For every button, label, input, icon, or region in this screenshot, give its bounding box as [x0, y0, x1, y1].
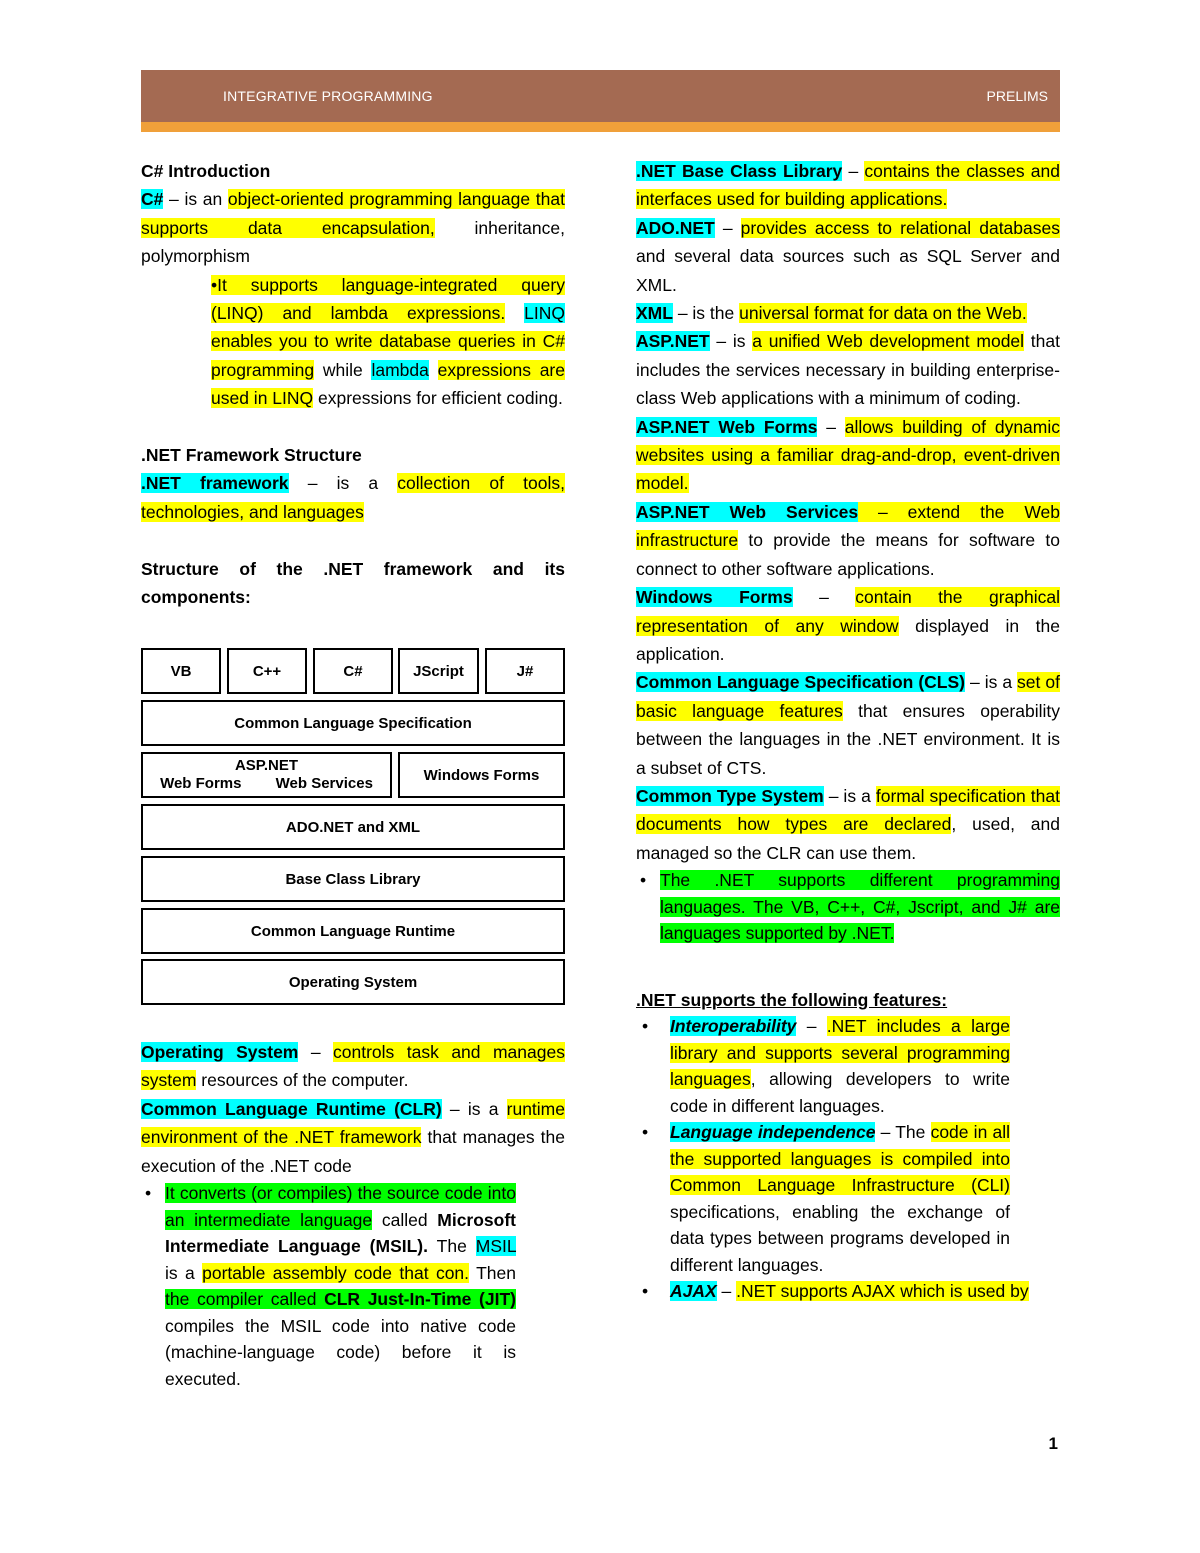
- diagram-ado-xml: ADO.NET and XML: [141, 804, 565, 850]
- net-framework-heading: .NET Framework Structure: [141, 445, 362, 466]
- net-framework-definition: .NET framework – is a collection of tools, technologies, and languages: [141, 473, 565, 522]
- feature-ajax: • AJAX – .NET supports AJAX which is used by: [636, 1278, 1060, 1305]
- diagram-lang-cpp: C++: [227, 648, 307, 694]
- structure-heading: Structure of the .NET framework and its components:: [141, 558, 565, 608]
- header-term-label: PRELIMS: [986, 88, 1048, 104]
- diagram-operating-system: Operating System: [141, 959, 565, 1005]
- left-column-top: [141, 157, 565, 611]
- net-languages-list: [636, 867, 1060, 947]
- net-languages-bullet: • The .NET supports different programming languages. The VB, C++, C#, Jscript, and J# are languages supported by .NET.: [636, 867, 1060, 947]
- diagram-cls: Common Language Specification: [141, 700, 565, 746]
- header-accent-stripe: [141, 122, 1060, 132]
- webservices-definition: ASP.NET Web Services – extend the Web infrastructure to provide the means for software to connect to other software applications.: [636, 501, 1060, 579]
- page-number: 1: [1048, 1434, 1058, 1453]
- aspnet-definition: ASP.NET – is a unified Web development model that includes the services necessary in building enterprise-class Web applications with a minimum of coding.: [636, 331, 1060, 409]
- clr-bullet: • It converts (or compiles) the source code into an intermediate language called Microsoft Intermediate Language (MSIL). The MSIL is a portable assembly code that con. Then the compiler called CLR Just-In-Time (JIT) compiles the MSIL code into native code (machine-language code) before it is executed.: [141, 1180, 516, 1392]
- diagram-base-class-library: Base Class Library: [141, 856, 565, 902]
- feature-interoperability: • Interoperability – .NET includes a large library and supports several programming languages, allowing developers to write code in different languages.: [636, 1013, 1010, 1119]
- diagram-aspnet-webservices: Web Services: [275, 775, 373, 792]
- features-list-continued: [636, 1278, 1060, 1305]
- intro-heading: C# Introduction: [141, 161, 271, 181]
- diagram-aspnet: [141, 752, 392, 798]
- left-column-bottom: [141, 1038, 565, 1392]
- diagram-clr: Common Language Runtime: [141, 908, 565, 954]
- feature-language-independence: • Language independence – The code in all the supported languages is compiled into Common Language Infrastructure (CLI) specifications, enabling the exchange of data types between programs developed in different languages.: [636, 1119, 1010, 1278]
- right-column: [636, 157, 1060, 1305]
- xml-definition: XML – is the universal format for data on the Web.: [636, 303, 1027, 324]
- linq-paragraph: •It supports language-integrated query (LINQ) and lambda expressions. LINQ enables you to write database queries in C# programming while lambda expressions are used in LINQ expressions for efficient coding.: [211, 274, 565, 409]
- windows-forms-definition: Windows Forms – contain the graphical representation of any window displayed in the application.: [636, 587, 1060, 664]
- clr-bullet-list: [141, 1180, 516, 1392]
- features-heading: .NET supports the following features:: [636, 989, 948, 1010]
- clr-definition: Common Language Runtime (CLR) – is a runtime environment of the .NET framework that manages the execution of the .NET code: [141, 1098, 565, 1176]
- diagram-aspnet-title: ASP.NET: [234, 757, 299, 774]
- header-course-title: INTEGRATIVE PROGRAMMING: [223, 88, 433, 104]
- diagram-lang-jscript: JScript: [398, 648, 479, 694]
- diagram-aspnet-sub: [143, 775, 390, 793]
- net-framework-diagram: [141, 648, 565, 1006]
- diagram-windows-forms: Windows Forms: [398, 752, 565, 798]
- ado-definition: ADO.NET – provides access to relational databases and several data sources such as SQL Server and XML.: [636, 217, 1060, 295]
- diagram-lang-csharp: C#: [313, 648, 393, 694]
- cts-definition: Common Type System – is a formal specification that documents how types are declared, used, and managed so the CLR can use them.: [636, 785, 1060, 863]
- diagram-lang-vb: VB: [141, 648, 221, 694]
- diagram-aspnet-webforms: Web Forms: [160, 775, 242, 792]
- bcl-definition: .NET Base Class Library – contains the classes and interfaces used for building applications.: [636, 161, 1060, 210]
- features-list: [636, 1013, 1010, 1278]
- diagram-lang-jsharp: J#: [485, 648, 565, 694]
- os-definition: Operating System – controls task and manages system resources of the computer.: [141, 1042, 565, 1091]
- cls-definition: Common Language Specification (CLS) – is a set of basic language features that ensures operability between the languages in the .NET environment. It is a subset of CTS.: [636, 672, 1060, 778]
- csharp-definition: C# – is an object-oriented programming language that supports data encapsulation, inheritance, polymorphism: [141, 189, 565, 267]
- webforms-definition: ASP.NET Web Forms – allows building of dynamic websites using a familiar drag-and-drop, event-driven model.: [636, 416, 1060, 494]
